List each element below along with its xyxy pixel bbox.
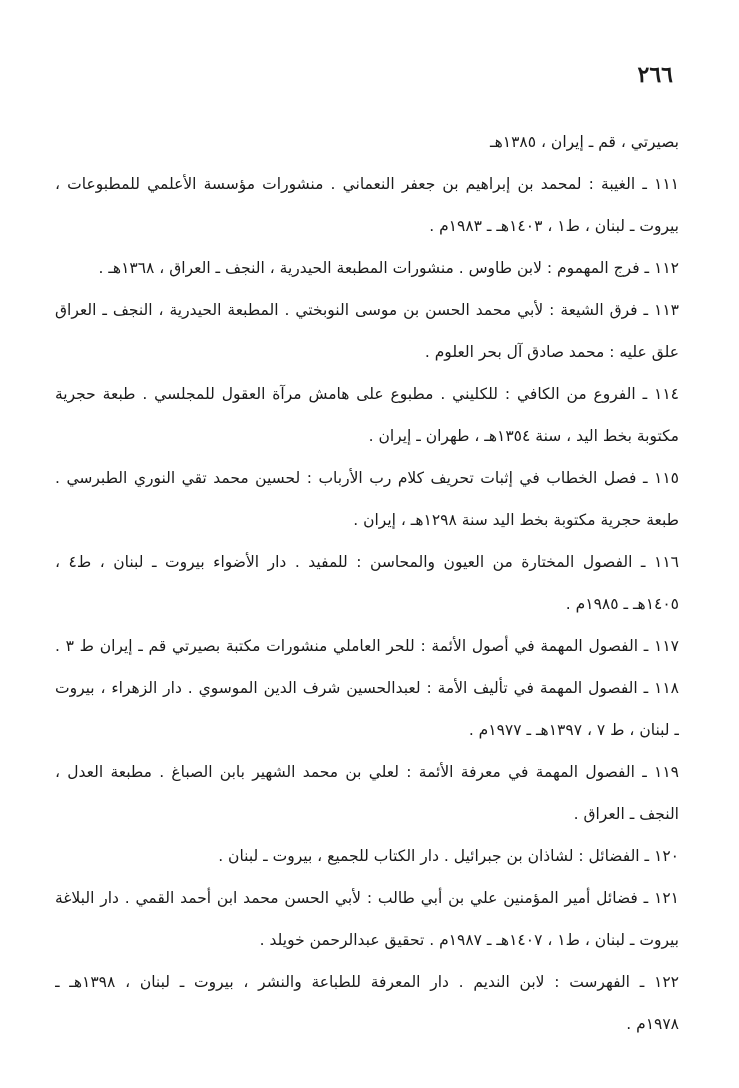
text-line: ١١٤ ـ الفروع من الكافي : للكليني . مطبوع على هامش مرآة العقول للمجلسي . طبعة حجرية [55,385,679,403]
text-line: ١١٢ ـ فرج المهموم : لابن طاوس . منشورات المطبعة الحيدرية ، النجف ـ العراق ، ١٣٦٨هـ . [98,259,679,277]
text-line: علق عليه : محمد صادق آل بحر العلوم . [424,343,679,361]
text-line: ١١٥ ـ فصل الخطاب في إثبات تحريف كلام رب الأرباب : لحسين محمد تقي النوري الطبرسي . [55,469,679,487]
text-line: مكتوبة بخط اليد ، سنة ١٣٥٤هـ ، طهران ـ إيران . [368,427,679,445]
text-line: ١١٨ ـ الفصول المهمة في تأليف الأمة : لعبدالحسين شرف الدين الموسوي . دار الزهراء ، بيروت [55,679,679,697]
text-line: ١١١ ـ الغيبة : لمحمد بن إبراهيم بن جعفر النعماني . منشورات مؤسسة الأعلمي للمطبوعات ، [55,175,679,193]
text-line: ١١٩ ـ الفصول المهمة في معرفة الأئمة : لعلي بن محمد الشهير بابن الصباغ . مطبعة العدل ، [55,763,679,781]
text-line: ١٩٧٨م . [626,1015,679,1033]
text-line: ـ لبنان ، ط ٧ ، ١٣٩٧هـ ـ ١٩٧٧م . [468,721,679,739]
text-line: ١٢١ ـ فضائل أمير المؤمنين علي بن أبي طالب : لأبي الحسن محمد ابن أحمد القمي . دار البلاغة [55,889,679,907]
page-number: ٢٦٦ [637,62,673,88]
text-line: ١١٣ ـ فرق الشيعة : لأبي محمد الحسن بن موسى النوبختي . المطبعة الحيدرية ، النجف ـ العراق [55,301,679,319]
text-line: ١١٧ ـ الفصول المهمة في أصول الأئمة : للحر العاملي منشورات مكتبة بصيرتي قم ـ إيران ط ٣ . [55,637,679,655]
text-line: ١١٦ ـ الفصول المختارة من العيون والمحاسن : للمفيد . دار الأضواء بيروت ـ لبنان ، ط٤ ، [55,553,679,571]
text-line: بيروت ـ لبنان ، ط١ ، ١٤٠٣هـ ـ ١٩٨٣م . [429,217,679,235]
text-line: ١٤٠٥هـ ـ ١٩٨٥م . [565,595,679,613]
text-line: بصيرتي ، قم ـ إيران ، ١٣٨٥هـ [490,133,679,151]
text-line: ١٢٠ ـ الفضائل : لشاذان بن جبرائيل . دار الكتاب للجميع ، بيروت ـ لبنان . [218,847,679,865]
text-line: بيروت ـ لبنان ، ط١ ، ١٤٠٧هـ ـ ١٩٨٧م . تحقيق عبدالرحمن خويلد . [259,931,679,949]
text-line: طبعة حجرية مكتوبة بخط اليد سنة ١٢٩٨هـ ، إيران . [353,511,679,529]
text-line: ١٢٢ ـ الفهرست : لابن النديم . دار المعرفة للطباعة والنشر ، بيروت ـ لبنان ، ١٣٩٨هـ ـ [55,973,679,991]
text-line: النجف ـ العراق . [573,805,679,823]
